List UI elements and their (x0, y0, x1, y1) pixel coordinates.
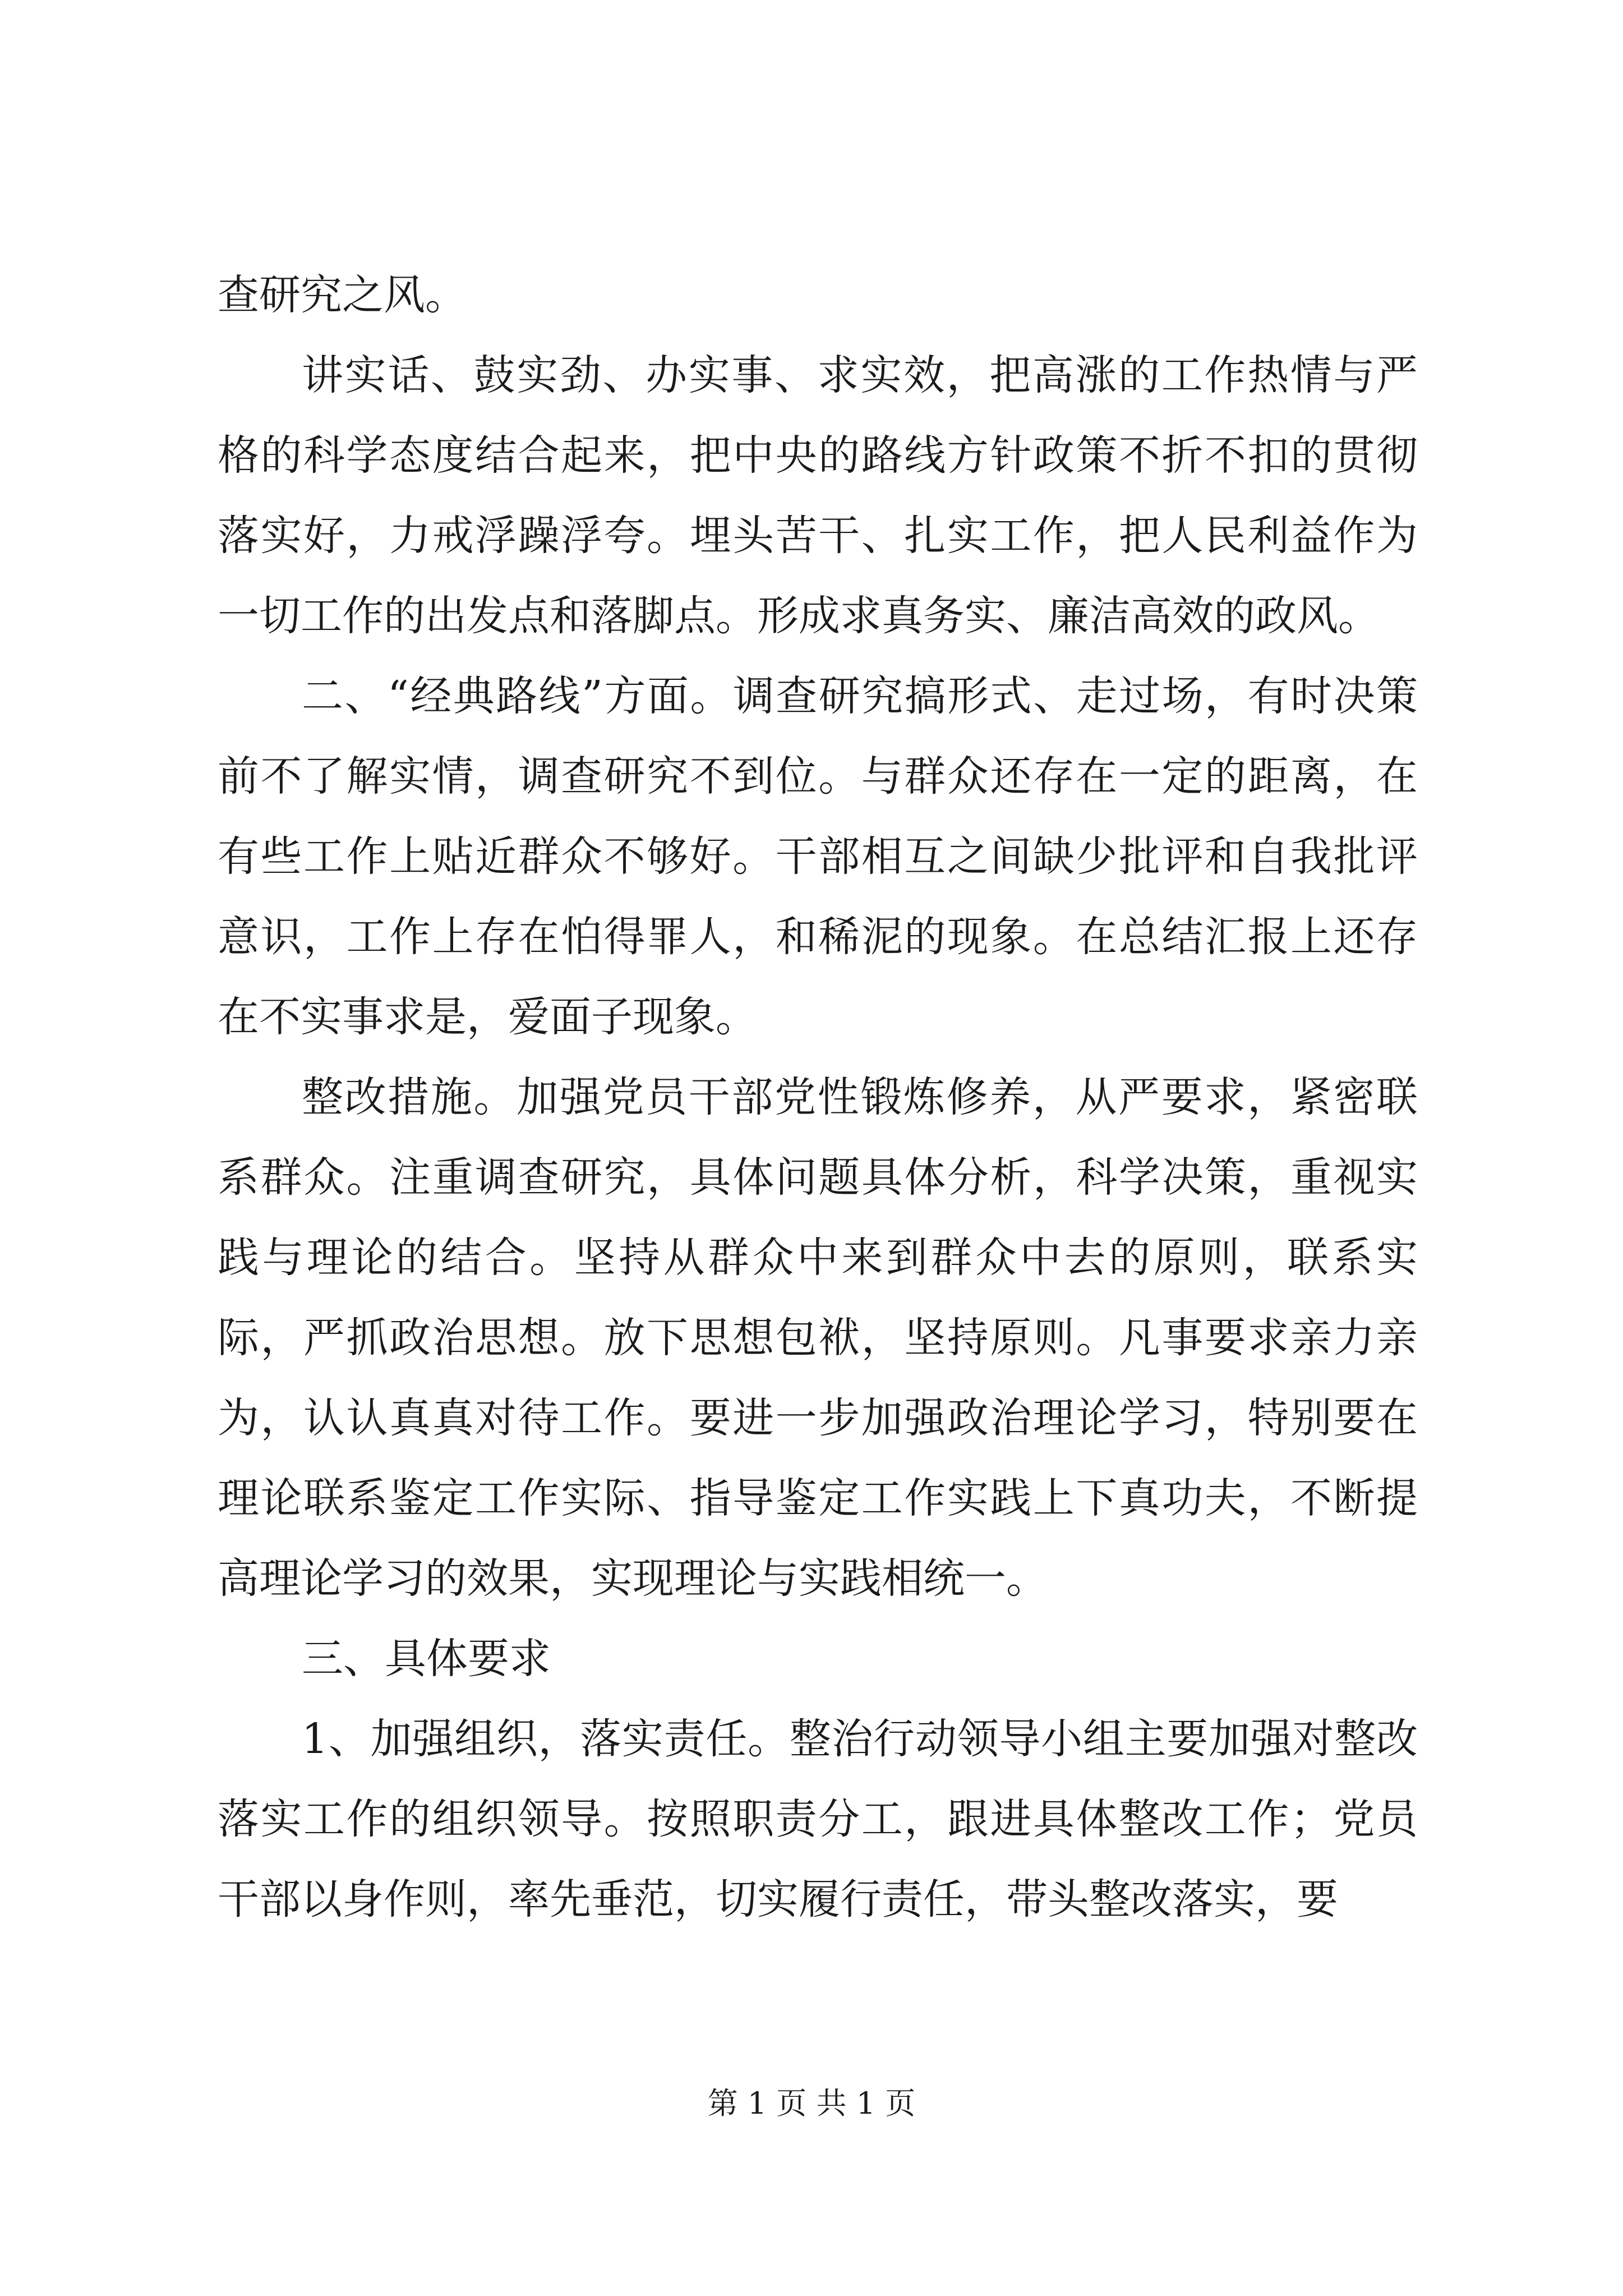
paragraph-rectification-measures: 整改措施。加强党员干部党性锻炼修养，从严要求，紧密联系群众。注重调查研究，具体问题具体分析，科学决策，重视实践与理论的结合。坚持从群众中来到群众中去的原则，联系实际，严抓政治思想。放下思想包袱，坚持原则。凡事要求亲力亲为，认认真真对待工作。要进一步加强政治理论学习，特别要在理论联系鉴定工作实际、指导鉴定工作实践上下真功夫，不断提高理论学习的效果，实现理论与实践相统一。 (218, 1073, 1418, 1603)
paragraph-work-style: 讲实话、鼓实劲、办实事、求实效，把高涨的工作热情与严格的科学态度结合起来，把中央的路线方针政策不折不扣的贯彻落实好，力戒浮躁浮夸。埋头苦干、扎实工作，把人民利益作为一切工作的出发点和落脚点。形成求真务实、廉洁高效的政风。 (218, 351, 1418, 640)
heading-section-three: 三、具体要求 (302, 1635, 551, 1683)
page-footer: 第 1 页 共 1 页 (707, 2086, 916, 2121)
paragraph-section-two: 二、“经典路线”方面。调查研究搞形式、走过场，有时决策前不了解实情，调查研究不到位。与群众还存在一定的距离，在有些工作上贴近群众不够好。干部相互之间缺少批评和自我批评意识，工作上存在怕得罪人，和稀泥的现象。在总结汇报上还存在不实事求是，爱面子现象。 (218, 672, 1418, 1041)
document-body (218, 255, 1418, 1940)
paragraph-continuation: 查研究之风。 (218, 271, 467, 319)
paragraph-requirement-one: 1、加强组织，落实责任。整治行动领导小组主要加强对整改落实工作的组织领导。按照职责分工，跟进具体整改工作；党员干部以身作则，率先垂范，切实履行责任，带头整改落实，要 (218, 1715, 1418, 1924)
